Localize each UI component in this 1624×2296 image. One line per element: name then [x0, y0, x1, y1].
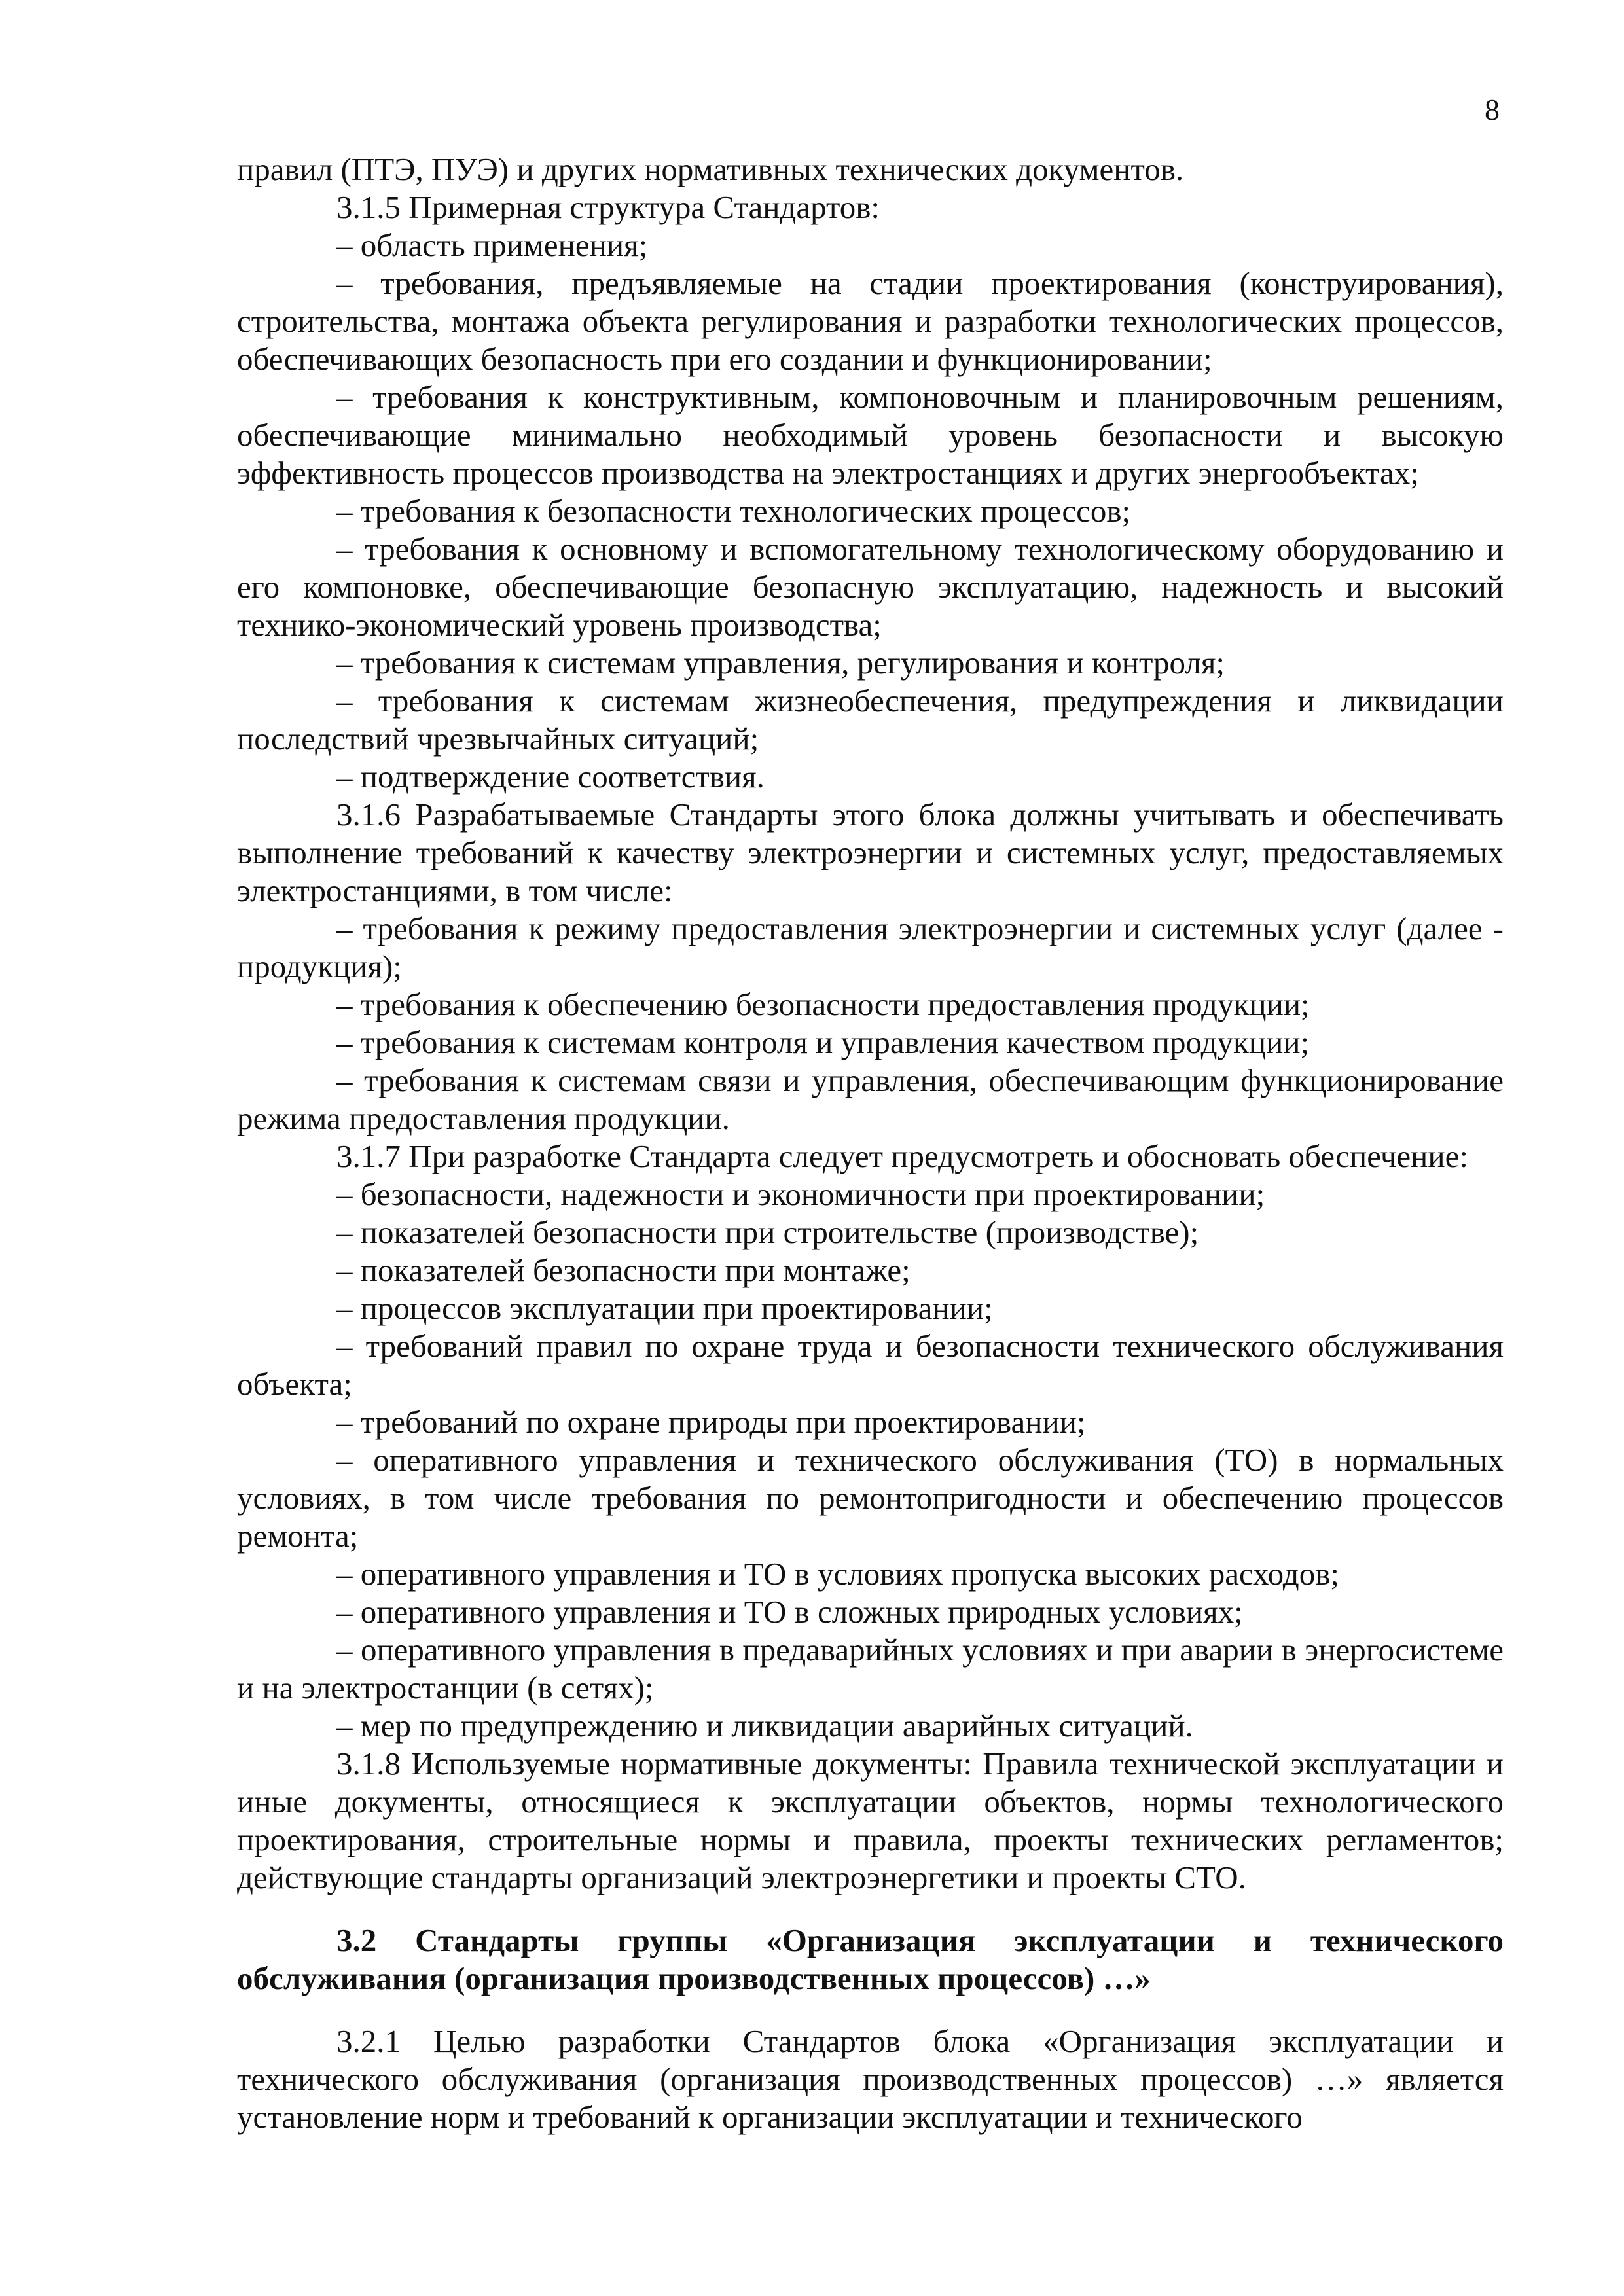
list-item: – требования к безопасности технологических процессов;	[336, 493, 1131, 529]
list-item: – область применения;	[336, 227, 648, 263]
paragraph-3-1-6: 3.1.6 Разрабатываемые Стандарты этого блока должны учитывать и обеспечивать выполнение требований к качеству электроэнергии и системных услуг, предоставляемых электростанциями, в том числе:	[237, 797, 1504, 908]
page-number: 8	[1485, 93, 1500, 126]
list-item: – требований правил по охране труда и безопасности технического обслуживания объекта;	[237, 1328, 1504, 1402]
list-item: – мер по предупреждению и ликвидации аварийных ситуаций.	[336, 1708, 1193, 1744]
paragraph-3-1-8: 3.1.8 Используемые нормативные документы: Правила технической эксплуатации и иные документы, относящиеся к эксплуатации объектов, нормы технологического проектирования, строительные нормы и правила, проекты технических регламентов; действующие стандарты организаций электроэнергетики и проекты СТО.	[237, 1746, 1504, 1895]
list-item: – процессов эксплуатации при проектировании;	[336, 1290, 993, 1326]
list-3-1-7	[237, 1175, 1504, 1745]
list-item: – оперативного управления и ТО в условиях пропуска высоких расходов;	[336, 1556, 1339, 1592]
list-3-1-5	[237, 226, 1504, 796]
list-item: – показателей безопасности при монтаже;	[336, 1252, 911, 1288]
list-item: – оперативного управления и ТО в сложных природных условиях;	[336, 1594, 1243, 1630]
list-item: – требования к системам жизнеобеспечения, предупреждения и ликвидации последствий чрезвычайных ситуаций;	[237, 683, 1504, 757]
paragraph-3-2-1: 3.2.1 Целью разработки Стандартов блока «Организация эксплуатации и технического обслуживания (организация производственных процессов) …» является установление норм и требований к организации эксплуатации и технического	[237, 2023, 1504, 2135]
list-item: – подтверждение соответствия.	[336, 759, 765, 795]
list-item: – безопасности, надежности и экономичности при проектировании;	[336, 1176, 1265, 1212]
list-item: – требований по охране природы при проектировании;	[336, 1404, 1086, 1440]
list-item: – требования, предъявляемые на стадии проектирования (конструирования), строительства, монтажа объекта регулирования и разработки технологических процессов, обеспечивающих безопасность при его создании и функционировании;	[237, 265, 1504, 377]
page-content	[237, 151, 1504, 2136]
list-item: – требования к обеспечению безопасности предоставления продукции;	[336, 986, 1310, 1022]
paragraph-intro: правил (ПТЭ, ПУЭ) и других нормативных технических документов.	[237, 151, 1184, 187]
list-item: – требования к системам контроля и управления качеством продукции;	[336, 1024, 1310, 1060]
list-item: – требования к режиму предоставления электроэнергии и системных услуг (далее - продукция);	[237, 910, 1504, 984]
list-item: – оперативного управления и технического обслуживания (ТО) в нормальных условиях, в том числе требования по ремонтопригодности и обеспечению процессов ремонта;	[237, 1442, 1504, 1554]
section-heading-3-2: 3.2 Стандарты группы «Организация эксплуатации и технического обслуживания (организация производственных процессов) …»	[237, 1922, 1504, 1996]
list-item: – требования к основному и вспомогательному технологическому оборудованию и его компоновке, обеспечивающие безопасную эксплуатацию, надежность и высокий технико-экономический уровень производства;	[237, 531, 1504, 643]
list-item: – показателей безопасности при строительстве (производстве);	[336, 1214, 1199, 1250]
list-item: – требования к системам управления, регулирования и контроля;	[336, 645, 1225, 681]
paragraph-3-1-5: 3.1.5 Примерная структура Стандартов:	[336, 189, 880, 225]
list-item: – требования к системам связи и управления, обеспечивающим функционирование режима предоставления продукции.	[237, 1062, 1504, 1136]
paragraph-3-1-7: 3.1.7 При разработке Стандарта следует предусмотреть и обосновать обеспечение:	[336, 1138, 1468, 1174]
list-item: – оперативного управления в предаварийных условиях и при аварии в энергосистеме и на электростанции (в сетях);	[237, 1632, 1504, 1706]
list-3-1-6	[237, 910, 1504, 1138]
list-item: – требования к конструктивным, компоновочным и планировочным решениям, обеспечивающие минимально необходимый уровень безопасности и высокую эффективность процессов производства на электростанциях и других энергообъектах;	[237, 379, 1504, 491]
